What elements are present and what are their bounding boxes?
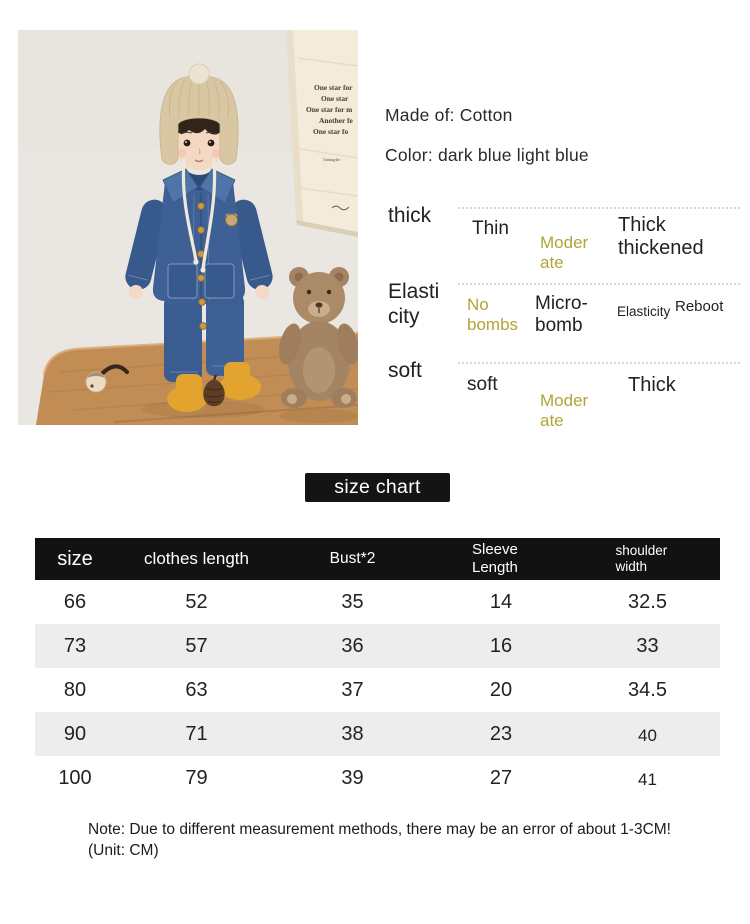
size-table-cell: 14 — [489, 590, 513, 613]
size-table-cell: 39 — [341, 766, 364, 789]
size-table-row — [35, 668, 720, 712]
size-table-cell: 33 — [636, 634, 659, 657]
property-values — [458, 362, 740, 432]
banner-small-text: Coming the — [323, 158, 340, 162]
size-table-cell: 40 — [638, 726, 657, 745]
size-table-cell: 80 — [63, 678, 87, 701]
size-table-cell: 20 — [489, 678, 513, 701]
product-photo — [18, 30, 358, 425]
fabric-banner — [286, 30, 358, 237]
banner-text-line: One star for — [314, 83, 353, 92]
size-table-cell: 38 — [341, 722, 364, 745]
property-value: soft — [467, 374, 498, 395]
property-value-selected: No bombs — [467, 295, 519, 334]
property-label: thick — [388, 204, 432, 227]
banner-text-line: One star fo — [313, 127, 349, 136]
size-table-cell: 23 — [489, 722, 513, 745]
measurement-note: Note: Due to different measurement methods, there may be an error of about 1-3CM! (Unit: CM) — [88, 821, 671, 859]
banner-text-line: Another fe — [319, 116, 353, 125]
property-value: Elasticity — [617, 304, 671, 319]
size-table-cell: 63 — [185, 678, 208, 701]
property-value: Reboot — [675, 298, 724, 315]
size-chart-title: size chart — [305, 473, 450, 502]
size-table-cell: 16 — [489, 634, 513, 657]
property-label: Elasticity — [388, 280, 440, 328]
property-value-selected: Moderate — [540, 391, 589, 430]
property-value: Thick thickened — [618, 214, 704, 259]
size-table-cell: 32.5 — [628, 590, 667, 613]
size-table-header-cell: shoulder width — [615, 543, 668, 574]
product-info-panel — [385, 100, 743, 445]
property-values — [458, 283, 740, 362]
size-table-cell: 73 — [63, 634, 87, 657]
size-table-cell: 79 — [185, 766, 208, 789]
size-table-header-cell: clothes length — [144, 549, 249, 568]
size-table-header-cell: size — [57, 547, 93, 570]
size-table-cell: 36 — [341, 634, 364, 657]
banner-text-line: One star for m — [306, 105, 353, 114]
bear-patch — [226, 214, 238, 226]
property-row-thick — [385, 204, 743, 283]
property-value-selected: Moderate — [540, 233, 589, 272]
color-line: Color: dark blue light blue — [385, 145, 589, 165]
property-row-soft — [385, 359, 743, 432]
size-table-cell: 57 — [185, 634, 208, 657]
property-value: Micro-bomb — [535, 293, 588, 336]
property-row-elasticity — [385, 280, 743, 362]
size-table-row — [35, 756, 720, 800]
size-table-header-row — [35, 538, 720, 580]
property-values — [458, 207, 740, 283]
bear-shadow — [279, 409, 358, 423]
size-table-cell: 52 — [185, 590, 208, 613]
size-table-header-cell: Bust*2 — [329, 550, 376, 567]
banner-text-line: One star — [321, 94, 349, 103]
size-table-row — [35, 580, 720, 624]
size-table — [35, 538, 720, 800]
size-table-cell: 27 — [489, 766, 513, 789]
property-value: Thick — [628, 374, 676, 396]
size-table-cell: 90 — [63, 722, 87, 745]
size-table-cell: 100 — [58, 766, 92, 789]
property-value: Thin — [472, 218, 509, 239]
made-of-line: Made of: Cotton — [385, 105, 513, 125]
size-table-cell: 66 — [63, 590, 87, 613]
size-table-cell: 71 — [185, 722, 208, 745]
size-table-cell: 35 — [341, 590, 364, 613]
property-label: soft — [388, 359, 422, 382]
size-table-cell: 34.5 — [628, 678, 667, 701]
baby-photo-illustration — [18, 30, 358, 425]
size-table-header-cell: Sleeve Length — [472, 541, 518, 576]
size-table-row — [35, 624, 720, 668]
size-table-row — [35, 712, 720, 756]
size-table-cell: 37 — [341, 678, 364, 701]
size-table-cell: 41 — [638, 770, 657, 789]
